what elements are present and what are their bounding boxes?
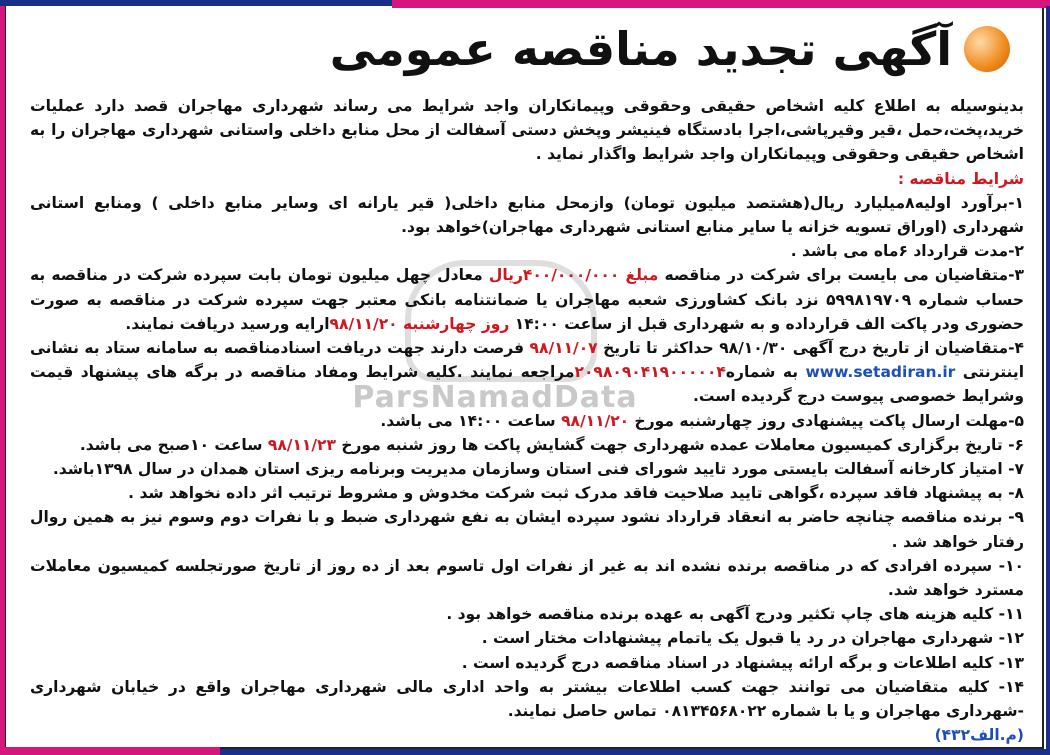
tender-number: ۲۰۹۸۰۹۰۴۱۹۰۰۰۰۰۴ [574, 363, 726, 382]
condition-item-11: ۱۱- کلیه هزینه های چاپ تکثیر ودرج آگهی به عهده برنده مناقصه خواهد بود . [446, 605, 1024, 624]
page-title: آگهی تجدید مناقصه عمومی [329, 22, 952, 76]
condition-item-14: ۱۴- کلیه متقاضیان می توانند جهت کسب اطلاعات بیشتر به واحد اداری مالی شهرداری مهاجران واقع در خیابان شهرداری -شهرداری مهاجران و یا با شماره ۰۸۱۳۴۵۶۸۰۲۲ تماس حاصل نمایند. [30, 677, 1024, 721]
item-3-text-c: ارایه ورسید دریافت نمایند. [125, 314, 330, 333]
left-border [0, 6, 5, 749]
bottom-border-magenta [0, 747, 220, 755]
condition-item-5 [30, 409, 1024, 433]
orange-ball-icon [964, 26, 1010, 72]
item-5-text-a: ۵-مهلت ارسال پاکت پیشنهادی روز چهارشنبه مورخ [629, 411, 1024, 430]
submission-date: ۹۸/۱۱/۲۰ [561, 411, 630, 430]
watermark-text: ParsNamadData [352, 380, 638, 415]
top-border-magenta [392, 0, 1050, 8]
condition-item-9: ۹- برنده مناقصه چنانچه حاضر به انعقاد قرارداد نشود سپرده ایشان به نفع شهرداری ضبط و با نفرات دوم وسوم نیز به همین روال رفتار خواهد شد . [30, 508, 1024, 551]
condition-item-3 [30, 263, 1024, 336]
item-3-text-a: ۳-متقاضیان می بایست برای شرکت در مناقصه [658, 266, 1024, 285]
item-6-text-a: ۶- تاریخ برگزاری کمیسیون معاملات عمده شهرداری جهت گشایش پاکت ها روز شنبه مورخ [335, 435, 1024, 454]
item-3-text-b: معادل چهل میلیون تومان بابت سپرده شرکت در مناقصه به حساب شماره ۵۹۹۸۱۹۷۰۹ نزد بانک کشاورزی شعبه مهاجران یا ضمانتنامه بانکی معتبر جهت سپرده شرکت در مناقصه به صورت حضوری ودر پاکت الف قرارداده و به شهرداری قبل از ساعت ۱۴:۰۰ [30, 266, 1024, 333]
top-border-blue [0, 0, 392, 6]
condition-item-1: ۱-برآورد اولیه۸میلیارد ریال(هشتصد میلیون تومان) وازمحل منابع داخلی( قیر یارانه ای وسایر منابع داخلی ) ومنابع استانی شهرداری (اوراق تسویه خزانه یا سایر منابع استانی شهرداری مهاجران)خواهد بود. [30, 193, 1024, 237]
setadiran-link[interactable]: www.setadiran.ir [805, 363, 956, 382]
condition-item-8: ۸- به پیشنهاد فاقد سپرده ،گواهی تایید صلاحیت فاقد مدرک ثبت شرکت مخدوش و مشروط ترتیب اثر داده نخواهد شد . [128, 484, 1024, 503]
title-block [330, 14, 1010, 84]
condition-item-12: ۱۲- شهرداری مهاجران در رد یا قبول یک یاتمام پیشنهادات مختار است . [481, 629, 1024, 648]
deposit-deadline: روز چهارشنبه ۹۸/۱۱/۲۰ [329, 314, 510, 333]
condition-item-10: ۱۰- سپرده افرادی که در مناقصه برنده نشده اند به غیر از نفرات اول تاسوم بعد از ده روز از تاریخ صورتجلسه کمیسیون معاملات مسترد خواهد شد. [30, 556, 1024, 600]
item-5-text-b: ساعت ۱۴:۰۰ می باشد. [380, 411, 562, 430]
reference-code: (م.الف۴۳۲) [934, 726, 1024, 745]
condition-item-6 [30, 433, 1024, 457]
item-6-text-b: ساعت ۱۰صبح می باشد. [79, 435, 268, 454]
item-4-text-b: فرصت دارند جهت دریافت اسنادمناقصه به سامانه ستاد به نشانی اینترنتی [30, 339, 1025, 382]
opening-date: ۹۸/۱۱/۲۳ [267, 435, 336, 454]
condition-item-4 [30, 336, 1024, 409]
condition-item-13: ۱۳- کلیه اطلاعات و برگه ارائه پیشنهاد در اسناد مناقصه درج گردیده است . [461, 653, 1024, 672]
document-deadline: ۹۸/۱۱/۰۷ [529, 339, 598, 358]
item-4-text-d: مراجعه نمایند .کلیه شرایط ومفاد مناقصه در برگه های پیشنهاد قیمت وشرایط خصوصی پیوست درج گردیده است. [30, 363, 1024, 406]
conditions-heading: شرایط مناقصه : [897, 169, 1024, 188]
intro-paragraph: بدینوسیله به اطلاع کلیه اشخاص حقیقی وحقوقی وپیمانکاران واجد شرایط می رساند شهرداری مهاجران قصد دارد عملیات خرید،پخت،حمل ،قیر وقیرپاشی،اجرا بادستگاه فینیشر وپخش دستی آسفالت از محل منابع داخلی واستانی شهرداری مهاجران را به اشخاص حقیقی وحقوقی وپیمانکاران واجد شرایط واگذار نماید . [30, 97, 1024, 164]
bottom-border-blue [220, 749, 1050, 755]
item-4-text-a: ۴-متقاضیان از تاریخ درج آگهی ۹۸/۱۰/۳۰ حداکثر تا تاریخ [597, 339, 1024, 358]
notice-body [30, 94, 1024, 747]
item-4-text-c: به شماره [725, 363, 806, 382]
deposit-amount: مبلغ ۴۰۰/۰۰۰/۰۰۰ریال [488, 266, 659, 285]
condition-item-2: ۲-مدت قرارداد ۶ماه می باشد . [790, 242, 1024, 261]
condition-item-7: ۷- امتیاز کارخانه آسفالت بایستی مورد تایید شورای فنی استان وسازمان مدیریت وبرنامه ریزی استان همدان در سال ۱۳۹۸باشد. [52, 460, 1024, 479]
right-border [1046, 6, 1050, 749]
